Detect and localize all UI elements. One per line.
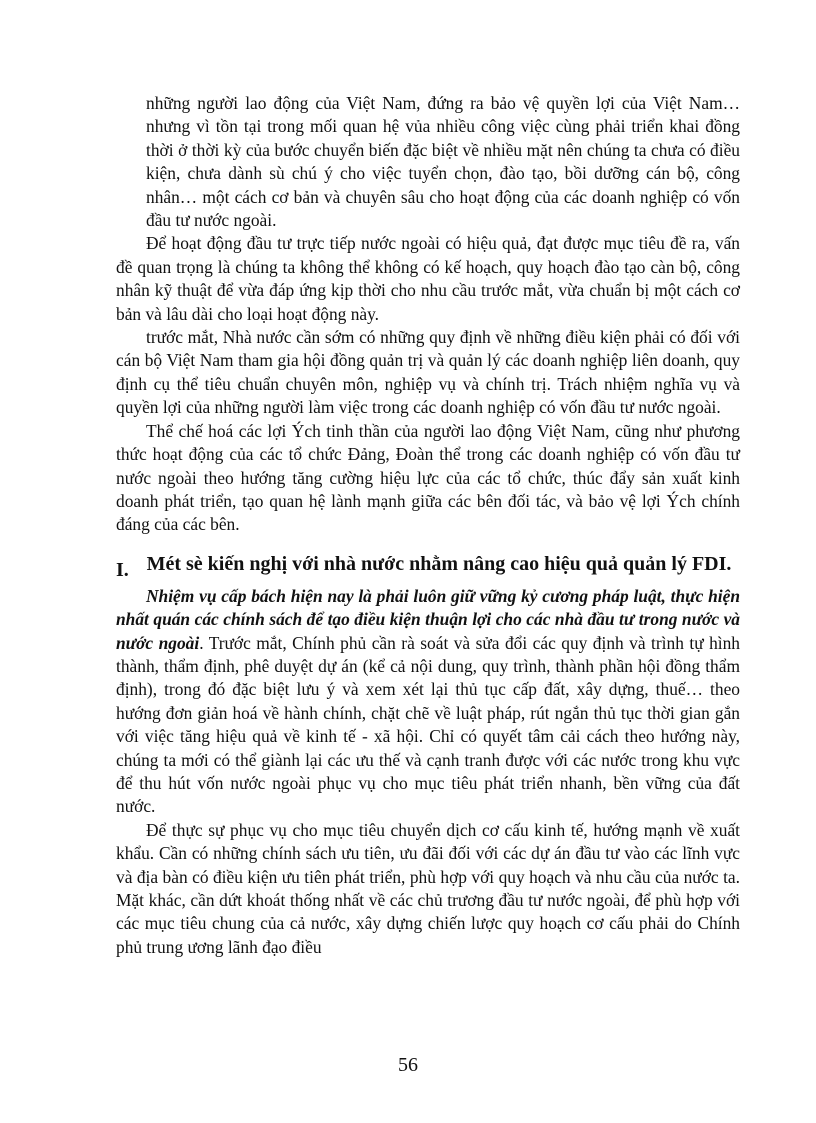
section-number: I. — [116, 558, 129, 581]
paragraph-4: Thể chế hoá các lợi Ých tinh thần của người lao động Việt Nam, cũng như phương thức hoạt động của các tổ chức Đảng, Đoàn thể trong các doanh nghiệp có vốn đầu tư nước ngoài theo hướng tăng cường hiệu lực của các tổ chức, thúc đẩy sản xuất kinh doanh phát triển, tạo quan hệ lành mạnh giữa các bên đối tác, và bảo vệ lợi Ých chính đáng của các bên. — [116, 420, 740, 535]
page-number: 56 — [398, 1054, 418, 1076]
paragraph-2: Để hoạt động đầu tư trực tiếp nước ngoài có hiệu quả, đạt được mục tiêu đề ra, vấn đề quan trọng là chúng ta không thể không có kế hoạch, quy hoạch đào tạo càn bộ, công nhân kỹ thuật để vừa đáp ứng kịp thời cho nhu cầu trước mắt, vừa chuẩn bị một cách cơ bản và lâu dài cho loại hoạt động này. — [116, 233, 740, 324]
paragraph-1: những người lao động của Việt Nam, đứng ra bảo vệ quyền lợi của Việt Nam… nhưng vì tồn tại trong mối quan hệ vủa nhiều công việc cùng phải triển khai đồng thời ở thời kỳ của bước chuyển biến đặc biệt về nhiều mặt nên chúng ta chưa có điều kiện, chưa dành sù chú ý cho việc tuyển chọn, đào tạo, bồi dưỡng cán bộ, công nhân… một cách cơ bản và chuyên sâu cho hoạt động của các doanh nghiệp có vốn đầu tư nước ngoài. — [146, 93, 740, 231]
paragraph-5 — [116, 585, 740, 819]
section-title: Mét sè kiến nghị với nhà nước nhằm nâng cao hiệu quả quản lý FDI. — [146, 552, 732, 575]
section-heading — [116, 551, 740, 583]
document-page — [116, 92, 740, 959]
paragraph-6: Để thực sự phục vụ cho mục tiêu chuyển dịch cơ cấu kinh tế, hướng mạnh về xuất khẩu. Cần có những chính sách ưu tiên, ưu đãi đối với các dự án đầu tư vào các lĩnh vực và địa bàn có điều kiện ưu tiên phát triển, phù hợp với quy hoạch và nhu cầu của nước ta. Mặt khác, cần dứt khoát thống nhất về các chủ trương đầu tư nước ngoài, để phù hợp với các mục tiêu chung của cả nước, xây dựng chiến lược quy hoạch cơ cấu phải do Chính phủ trung ương lãnh đạo điều — [116, 819, 740, 957]
paragraph-5-lead: Nhiệm vụ cấp bách hiện nay là phải luôn giữ vững kỷ cương pháp luật, thực hiện nhất quán các chính sách để tạo điều kiện thuận lợi cho các nhà đầu tư trong nước và nước ngoài — [116, 585, 740, 653]
paragraph-5-body: . Trước mắt, Chính phủ cần rà soát và sửa đổi các quy định và trình tự hình thành, thẩm định, phê duyệt dự án (kể cả nội dung, quy trình, thành phần hội đồng thẩm định), trong đó đặc biệt lưu ý và xem xét lại thủ tục cấp đất, xây dựng, thuế… theo hướng đơn giản hoá về hành chính, chặt chẽ về luật pháp, rút ngắn thủ tục thời gian gắn với việc tăng hiệu quả về kinh tế - xã hội. Chỉ có quyết tâm cải cách theo hướng này, chúng ta mới có thể giành lại các ưu thế và cạnh tranh được với các nước trong khu vực để thu hút vốn nước ngoài phục vụ cho mục tiêu phát triển nhanh, bền vững của đất nước. — [116, 632, 740, 817]
paragraph-3: trước mắt, Nhà nước cần sớm có những quy định về những điều kiện phải có đối với cán bộ Việt Nam tham gia hội đồng quản trị và quản lý các doanh nghiệp liên doanh, quy định cụ thể tiêu chuẩn chuyên môn, nghiệp vụ và chính trị. Trách nhiệm nghĩa vụ và quyền lợi của những người làm việc trong các doanh nghiệp có vốn đầu tư nước ngoài. — [116, 327, 740, 418]
